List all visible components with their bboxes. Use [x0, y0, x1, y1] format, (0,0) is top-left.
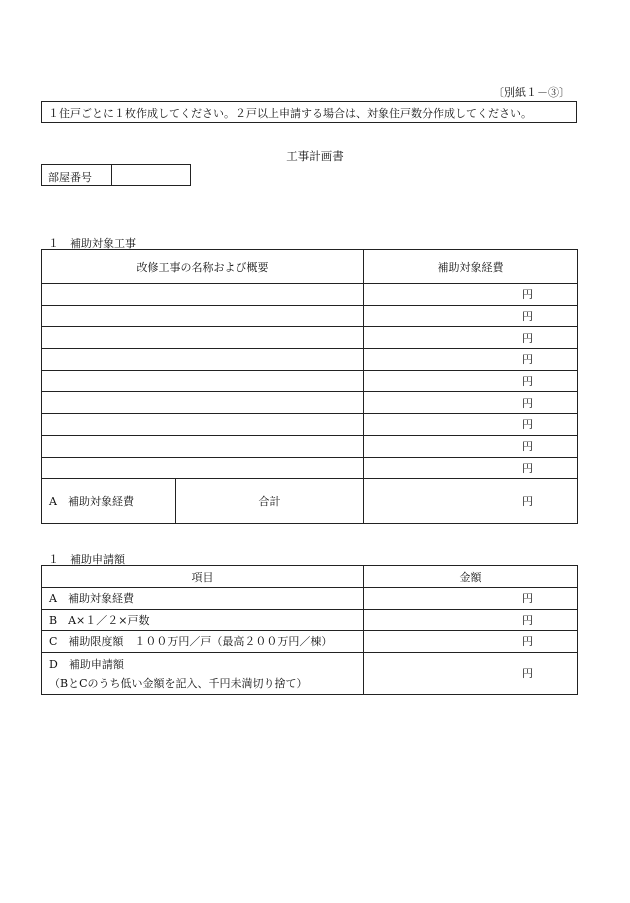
table-row	[42, 414, 578, 436]
room-number-field[interactable]	[112, 165, 190, 185]
section2-heading: １ 補助申請額	[48, 553, 125, 566]
room-number-box	[41, 164, 191, 186]
table-row	[42, 284, 578, 306]
table-row	[42, 631, 578, 653]
table-row	[42, 435, 578, 457]
subsidy-works-table	[41, 249, 578, 524]
cost-cell[interactable]: 円	[364, 392, 578, 414]
work-name-cell[interactable]	[42, 435, 364, 457]
cost-cell[interactable]: 円	[364, 370, 578, 392]
column-header-work-name: 改修工事の名称および概要	[42, 250, 364, 284]
cost-cell[interactable]: 円	[364, 284, 578, 306]
item-cell: C 補助限度額 １００万円／戸（最高２００万円／棟）	[42, 631, 364, 653]
table-row	[42, 652, 578, 694]
cost-cell[interactable]: 円	[364, 414, 578, 436]
amount-cell[interactable]: 円	[364, 588, 578, 610]
table-row	[42, 609, 578, 631]
work-name-cell[interactable]	[42, 305, 364, 327]
table-row	[42, 349, 578, 371]
table-header-row	[42, 566, 578, 588]
instruction-notice: １住戸ごとに１枚作成してください。２戸以上申請する場合は、対象住戸数分作成してください。	[41, 101, 577, 123]
column-header-item: 項目	[42, 566, 364, 588]
table-header-row	[42, 250, 578, 284]
work-name-cell[interactable]	[42, 457, 364, 479]
total-sum-label: 合計	[176, 479, 364, 524]
cost-cell[interactable]: 円	[364, 457, 578, 479]
work-name-cell[interactable]	[42, 349, 364, 371]
cost-cell[interactable]: 円	[364, 327, 578, 349]
document-title: 工事計画書	[286, 149, 344, 163]
work-name-cell[interactable]	[42, 284, 364, 306]
subsidy-application-table	[41, 565, 578, 695]
table-row	[42, 457, 578, 479]
annex-label: 〔別紙１－③〕	[493, 86, 570, 99]
table-row	[42, 370, 578, 392]
amount-cell[interactable]: 円	[364, 652, 578, 694]
room-number-label: 部屋番号	[42, 165, 112, 185]
amount-cell[interactable]: 円	[364, 609, 578, 631]
cost-cell[interactable]: 円	[364, 305, 578, 327]
table-row	[42, 588, 578, 610]
item-label: D 補助申請額	[49, 658, 124, 672]
work-name-cell[interactable]	[42, 327, 364, 349]
work-name-cell[interactable]	[42, 370, 364, 392]
column-header-amount: 金額	[364, 566, 578, 588]
table-row	[42, 327, 578, 349]
cost-cell[interactable]: 円	[364, 349, 578, 371]
amount-cell[interactable]: 円	[364, 631, 578, 653]
item-cell	[42, 652, 364, 694]
work-name-cell[interactable]	[42, 392, 364, 414]
table-row	[42, 392, 578, 414]
total-label: A 補助対象経費	[42, 479, 176, 524]
cost-cell[interactable]: 円	[364, 435, 578, 457]
total-cost-cell[interactable]: 円	[364, 479, 578, 524]
item-cell: B A×１／２×戸数	[42, 609, 364, 631]
item-note: （BとCのうち低い金額を記入、千円未満切り捨て）	[49, 677, 308, 691]
item-cell: A 補助対象経費	[42, 588, 364, 610]
column-header-cost: 補助対象経費	[364, 250, 578, 284]
section1-heading: １ 補助対象工事	[48, 237, 136, 250]
table-row	[42, 305, 578, 327]
total-row	[42, 479, 578, 524]
work-name-cell[interactable]	[42, 414, 364, 436]
